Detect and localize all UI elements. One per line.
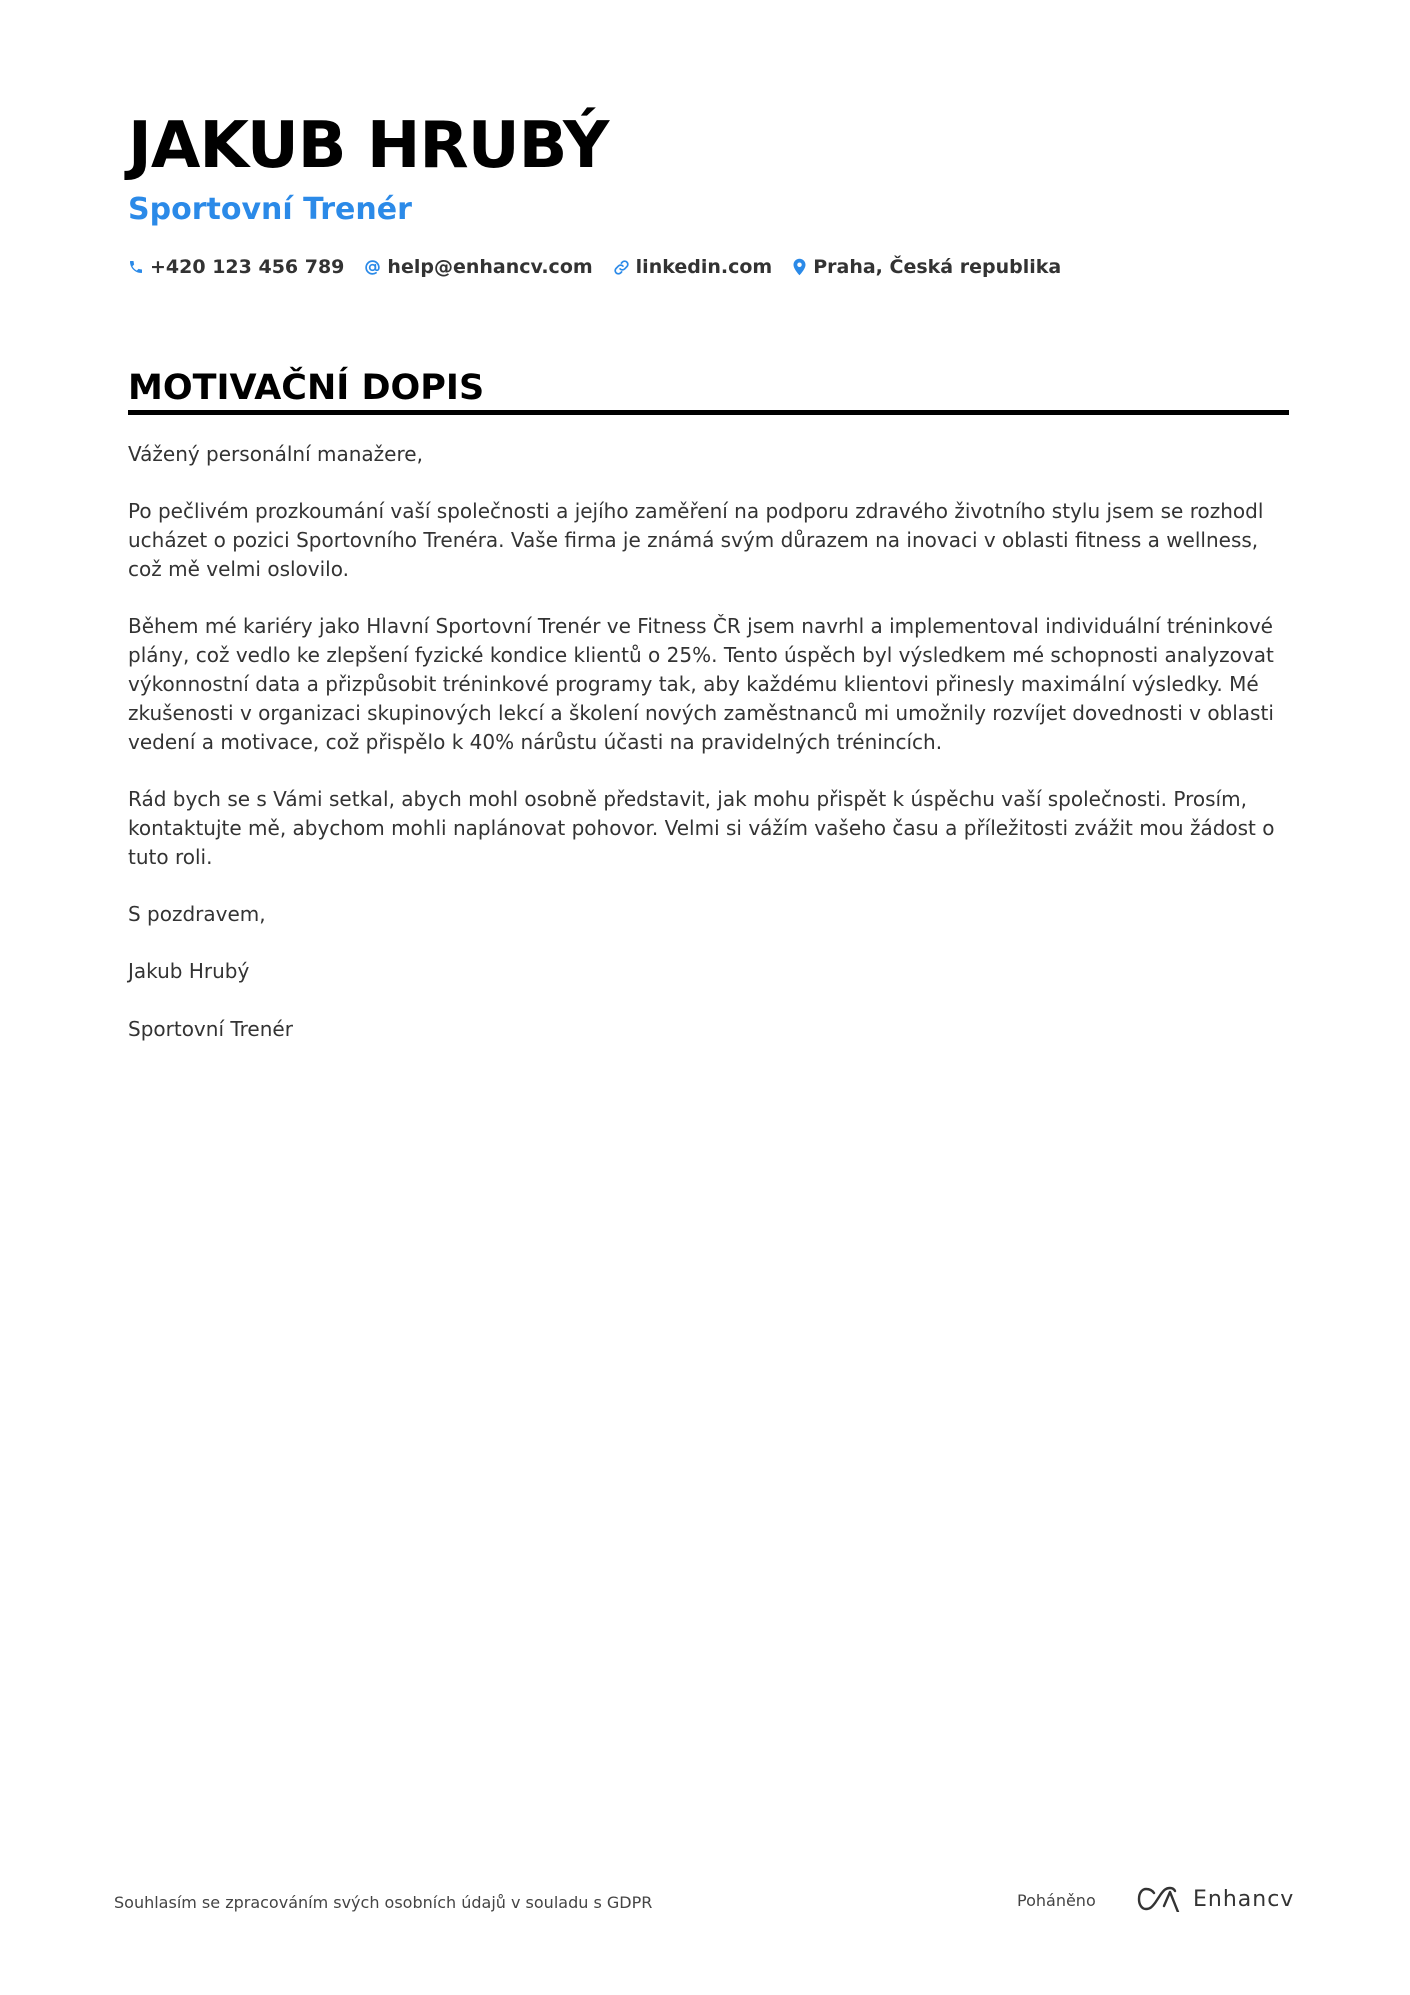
contact-location-text: Praha, Česká republika	[813, 256, 1062, 278]
contact-phone[interactable]	[128, 256, 344, 278]
contact-email-text: help@enhancv.com	[387, 256, 593, 278]
powered-by-label: Poháněno	[1017, 1891, 1096, 1910]
applicant-role: Sportovní Trenér	[128, 192, 412, 227]
letter-paragraph-1: Po pečlivém prozkoumání vaší společnosti a jejího zaměření na podporu zdravého životního stylu jsem se rozhodl ucházet o pozici Sportovního Trenéra. Vaše firma je známá svým důrazem na inovaci v oblasti fitness a wellness, což mě velmi oslovilo.	[128, 499, 1264, 581]
letter-paragraph-3: Rád bych se s Vámi setkal, abych mohl osobně představit, jak mohu přispět k úspěchu vaší společnosti. Prosím, kontaktujte mě, abychom mohli naplánovat pohovor. Velmi si vážím vašeho času a příležitosti zvážit mou žádost o tuto roli.	[128, 786, 1275, 869]
letter-body	[128, 440, 1290, 1072]
location-pin-icon	[792, 258, 807, 276]
section-divider	[128, 410, 1289, 415]
contact-phone-text: +420 123 456 789	[150, 256, 345, 278]
contact-linkedin-text: linkedin.com	[635, 256, 773, 278]
contact-bar	[128, 252, 1081, 282]
enhancv-logo[interactable]	[1137, 1886, 1294, 1912]
section-title: MOTIVAČNÍ DOPIS	[128, 368, 485, 408]
signature-name: Jakub Hrubý	[128, 959, 250, 984]
letter-closing: S pozdravem,	[128, 901, 266, 926]
at-icon	[364, 259, 381, 276]
letter-greeting: Vážený personální manažere,	[128, 442, 423, 466]
contact-linkedin[interactable]	[613, 256, 773, 278]
enhancv-logo-icon	[1137, 1886, 1183, 1912]
phone-icon	[128, 259, 144, 275]
applicant-name: JAKUB HRUBÝ	[128, 109, 609, 183]
contact-email[interactable]	[364, 256, 592, 278]
signature-role: Sportovní Trenér	[128, 1016, 293, 1041]
gdpr-consent: Souhlasím se zpracováním svých osobních údajů v souladu s GDPR	[114, 1893, 653, 1912]
contact-location	[792, 256, 1061, 278]
enhancv-brand-name: Enhancv	[1193, 1886, 1295, 1912]
letter-paragraph-2: Během mé kariéry jako Hlavní Sportovní Trenér ve Fitness ČR jsem navrhl a implementoval individuální tréninkové plány, což vedlo ke zlepšení fyzické kondice klientů o 25%. Tento úspěch byl výsledkem mé schopnosti analyzovat výkonnostní data a přizpůsobit tréninkové programy tak, aby každému klientovi přinesly maximální výsledky. Mé zkušenosti v organizaci skupinových lekcí a školení nových zaměstnanců mi umožnily rozvíjet dovednosti v oblasti vedení a motivace, což přispělo k 40% nárůstu účasti na pravidelných trénincích.	[128, 614, 1274, 754]
link-icon	[613, 259, 630, 276]
